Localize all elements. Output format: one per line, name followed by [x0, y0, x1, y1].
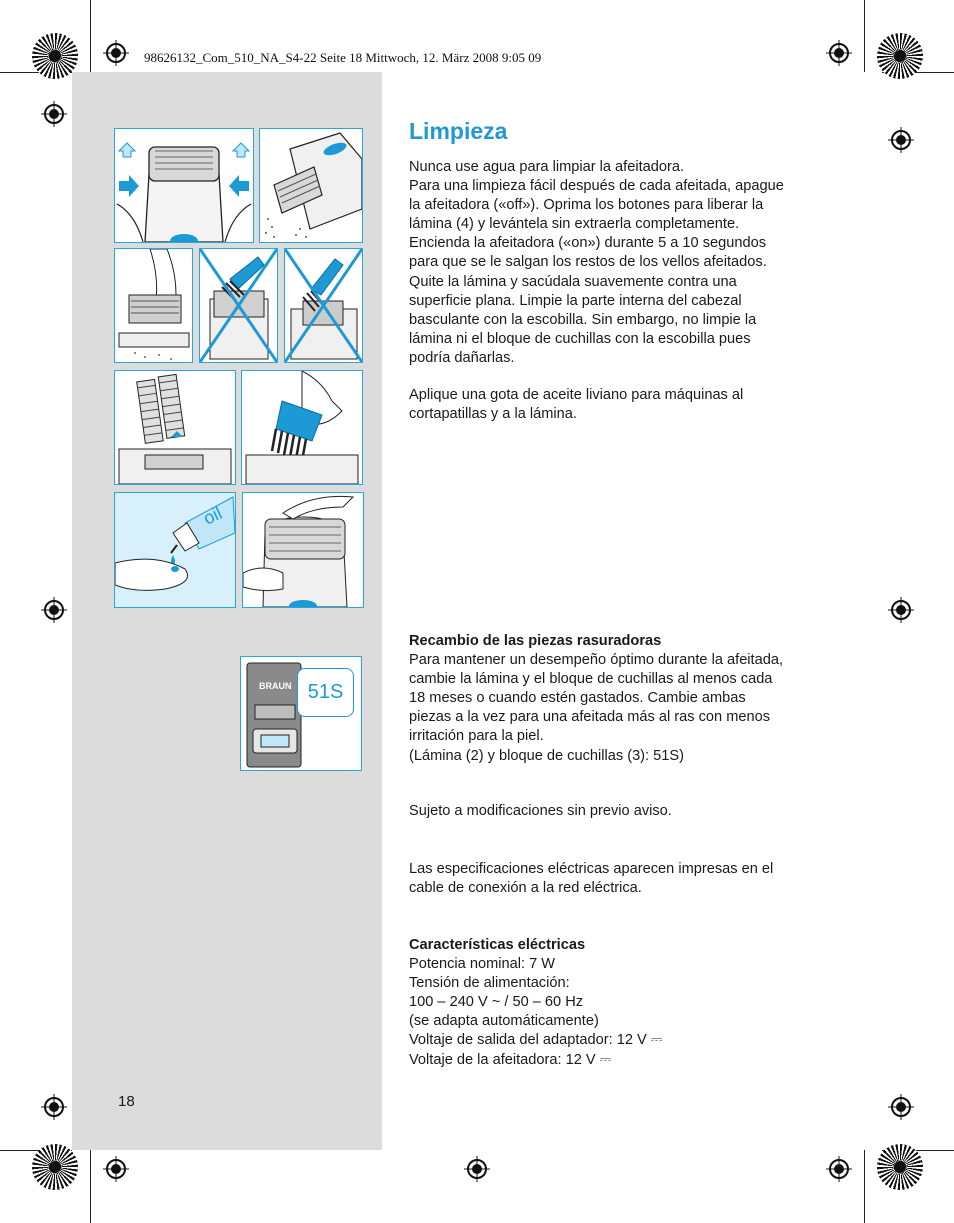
cleaning-paragraph [409, 158, 839, 368]
electrical-heading: Características eléctricas [409, 937, 586, 953]
oil-bottle-illustration [115, 493, 235, 607]
brush-crossed-illustration [285, 249, 362, 362]
text-line: Quite la lámina y sacúdala suavemente contra una [409, 273, 737, 290]
text-line: cortapatillas y a la lámina. [409, 406, 577, 423]
registration-mark-icon [826, 1156, 852, 1182]
notice-paragraph [409, 802, 839, 821]
text-line: lámina (4) y levántela sin extraerla completamente. [409, 216, 740, 233]
crop-line [864, 0, 865, 72]
text-line: Para mantener un desempeño óptimo durante la afeitada, [409, 652, 784, 669]
registration-mark-icon [103, 1156, 129, 1182]
part-code-badge: 51S [297, 668, 354, 717]
figure-release-foil [114, 128, 254, 243]
foil-tap-illustration [115, 249, 192, 362]
registration-mark-icon [888, 1094, 914, 1120]
text-line: Voltaje de la afeitadora: 12 V ⎓ [409, 1051, 612, 1068]
page-number: 18 [118, 1093, 135, 1110]
figure-no-brush-foil [199, 248, 278, 363]
oil-paragraph [409, 386, 839, 424]
text-line: Voltaje de salida del adaptador: 12 V ⎓ [409, 1032, 663, 1049]
figure-oil-drop [114, 492, 236, 608]
registration-mark-icon [103, 40, 129, 66]
crop-line [90, 1150, 91, 1223]
figure-remove-cutter [114, 370, 236, 485]
text-line: Encienda la afeitadora («on») durante 5 a 10 segundos [409, 235, 766, 252]
replacement-section [409, 632, 839, 766]
text-line: Nunca use agua para limpiar la afeitadora. [409, 159, 685, 175]
print-slug: 98626132_Com_510_NA_S4-22 Seite 18 Mittwoch, 12. März 2008 9:05 09 [144, 50, 542, 65]
figure-no-brush-cutter [284, 248, 363, 363]
registration-mark-icon [41, 1094, 67, 1120]
figure-oil-foil [242, 492, 364, 608]
notice-text: Sujeto a modificaciones sin previo aviso. [409, 803, 672, 819]
color-wheel-icon [877, 33, 923, 79]
text-line: podría dañarlas. [409, 349, 515, 366]
text-line: Para una limpieza fácil después de cada afeitada, apague [409, 178, 784, 195]
shaver-oil-illustration [243, 493, 363, 607]
crop-line [90, 0, 91, 72]
figure-brush-head [241, 370, 363, 485]
section-title: Limpieza [409, 118, 508, 144]
registration-mark-icon [41, 597, 67, 623]
brand-logo: BRAUN [259, 681, 292, 691]
color-wheel-icon [877, 1144, 923, 1190]
registration-mark-icon [464, 1156, 490, 1182]
text-line: (se adapta automáticamente) [409, 1013, 599, 1030]
shaver-tilted-illustration [260, 129, 362, 242]
text-line: para que se le salgan los restos de los vellos afeitados. [409, 254, 767, 271]
crop-line [864, 1150, 865, 1223]
cutter-block-illustration [115, 371, 235, 484]
specs-note-paragraph [409, 860, 839, 898]
brush-head-illustration [242, 371, 362, 484]
text-line: lámina ni el bloque de cuchillas con la escobilla pues [409, 330, 751, 347]
text-line: Potencia nominal: 7 W [409, 956, 556, 973]
electrical-section [409, 936, 839, 1070]
replacement-heading: Recambio de las piezas rasuradoras [409, 633, 662, 649]
brush-crossed-illustration [200, 249, 277, 362]
figure-shake-out [259, 128, 363, 243]
registration-mark-icon [888, 597, 914, 623]
registration-mark-icon [888, 127, 914, 153]
text-line: irritación para la piel. [409, 728, 544, 745]
shaver-head-illustration [115, 129, 253, 242]
text-line: 100 – 240 V ~ / 50 – 60 Hz [409, 994, 584, 1011]
oil-label: oil [200, 502, 226, 529]
text-line: cambie la lámina y el bloque de cuchillas al menos cada [409, 671, 773, 688]
registration-mark-icon [826, 40, 852, 66]
text-line: Las especificaciones eléctricas aparecen impresas en el [409, 861, 774, 877]
text-line: 18 meses o cuando estén gastados. Cambie ambas [409, 690, 746, 707]
text-line: Aplique una gota de aceite liviano para máquinas al [409, 387, 744, 403]
text-line: cable de conexión a la red eléctrica. [409, 880, 642, 897]
text-line: la afeitadora («off»). Oprima los botones para liberar la [409, 197, 764, 214]
text-line: Tensión de alimentación: [409, 975, 570, 992]
color-wheel-icon [32, 1144, 78, 1190]
text-line: piezas a la vez para una afeitada más al ras con menos [409, 709, 770, 726]
text-line: (Lámina (2) y bloque de cuchillas (3): 51S) [409, 747, 684, 764]
figure-tap-foil [114, 248, 193, 363]
text-line: basculante con la escobilla. Sin embargo, no limpie la [409, 311, 757, 328]
text-line: superficie plana. Limpie la parte interna del cabezal [409, 292, 742, 309]
registration-mark-icon [41, 101, 67, 127]
